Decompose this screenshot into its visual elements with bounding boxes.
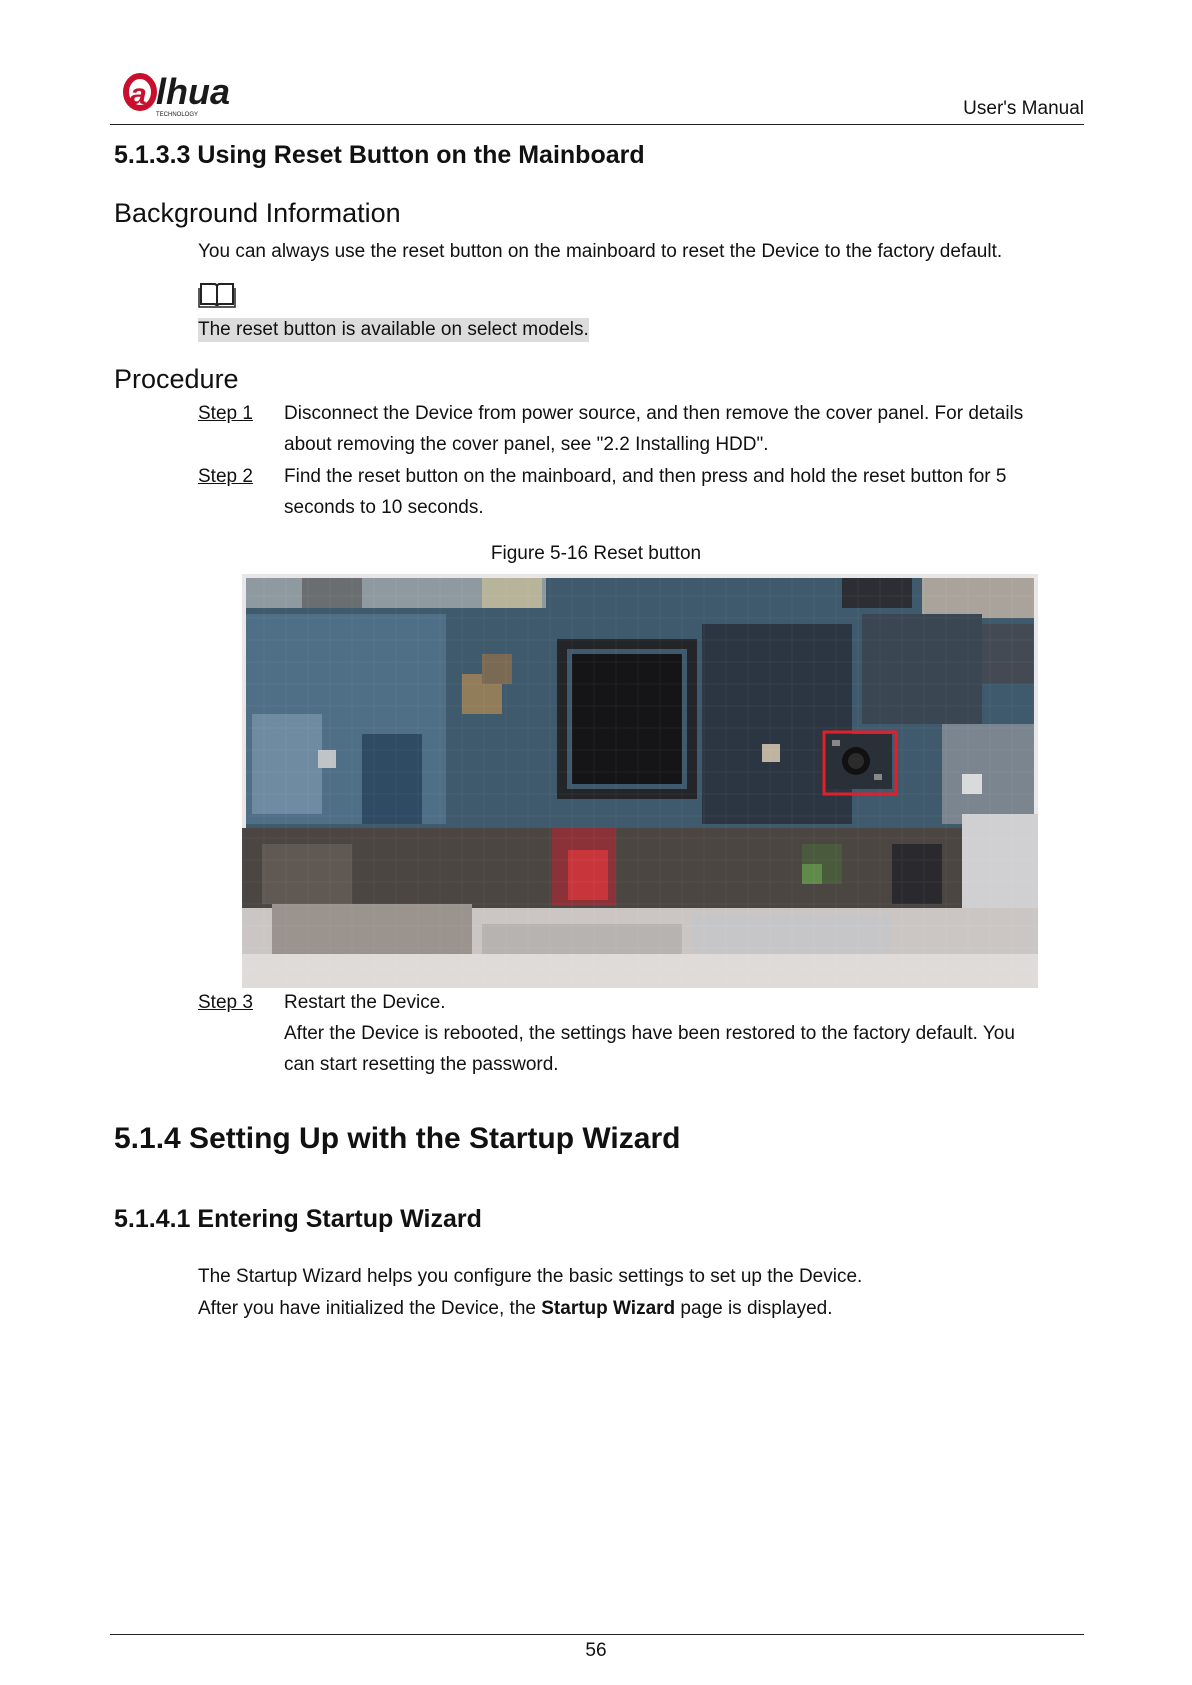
logo xyxy=(120,68,260,128)
svg-text:a: a xyxy=(130,78,147,111)
background-text: You can always use the reset button on the mainboard to reset the Device to the factory default. xyxy=(198,241,1003,262)
mainboard-photo xyxy=(242,574,1038,988)
logo-sub: TECHNOLOGY xyxy=(156,112,199,118)
book-icon xyxy=(198,280,236,308)
footer-divider xyxy=(110,1634,1084,1635)
wizard-para-2: After you have initialized the Device, the Startup Wizard page is displayed. xyxy=(198,1298,833,1319)
figure-caption: Figure 5-16 Reset button xyxy=(490,543,702,564)
step-3-label: Step 3 xyxy=(198,992,253,1013)
step-3-text: Restart the Device. After the Device is rebooted, the settings have been restored to the factory default. You can start resetting the password. xyxy=(284,992,1015,1075)
section-heading-5133: 5.1.3.3 Using Reset Button on the Mainboard xyxy=(114,141,645,169)
section-heading-514: 5.1.4 Setting Up with the Startup Wizard xyxy=(114,1122,681,1155)
step-2-text: Find the reset button on the mainboard, and then press and hold the reset button for 5 seconds to 10 seconds. xyxy=(284,466,1007,518)
procedure-heading: Procedure xyxy=(114,364,239,394)
wizard-para-1: The Startup Wizard helps you configure the basic settings to set up the Device. xyxy=(198,1266,863,1287)
section-heading-5141: 5.1.4.1 Entering Startup Wizard xyxy=(114,1205,482,1233)
step-1-text: Disconnect the Device from power source, and then remove the cover panel. For details about removing the cover panel, see "2.2 Installing HDD". xyxy=(284,403,1024,455)
startup-wizard-term: Startup Wizard xyxy=(541,1298,676,1319)
header-divider xyxy=(110,124,1084,125)
header-title: User's Manual xyxy=(963,98,1084,119)
background-heading: Background Information xyxy=(114,198,401,228)
note-text: The reset button is available on select models. xyxy=(198,319,589,340)
step-2-label: Step 2 xyxy=(198,466,253,487)
logo-text: lhua xyxy=(156,71,231,112)
step-1-label: Step 1 xyxy=(198,403,253,424)
page-number: 56 xyxy=(585,1640,607,1661)
